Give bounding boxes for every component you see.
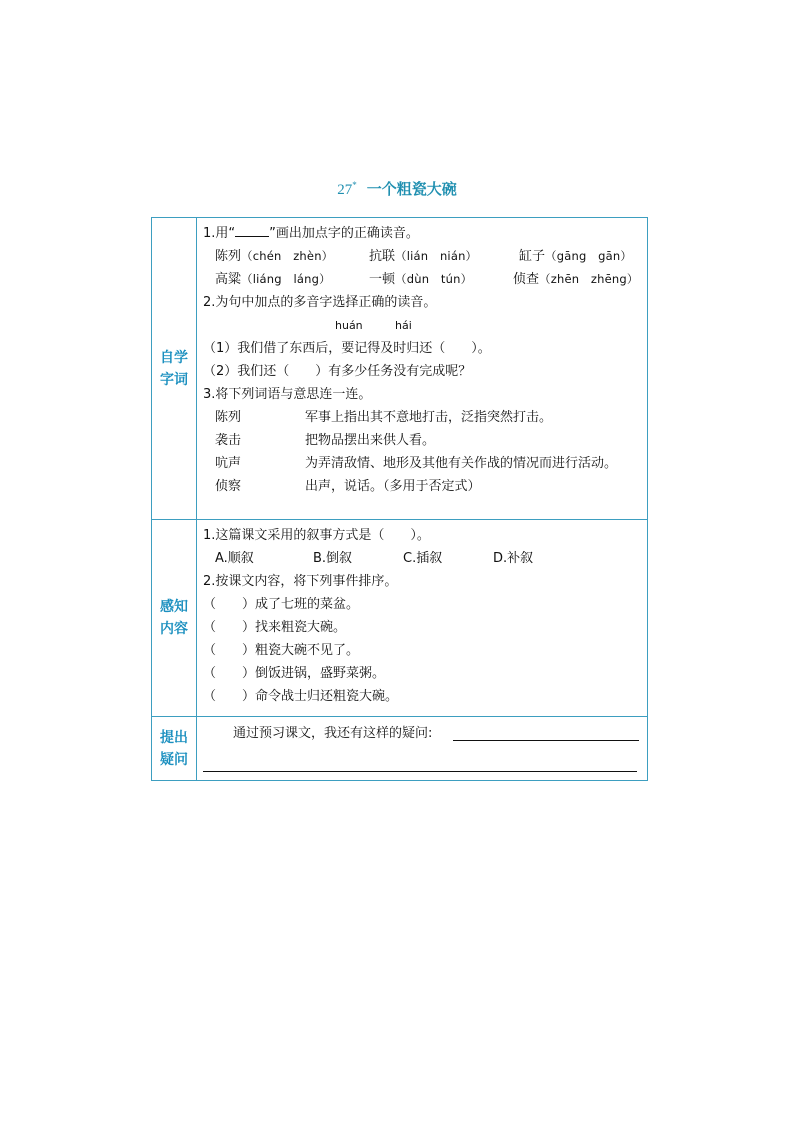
lesson-title: 一个粗瓷大碗 xyxy=(366,180,457,198)
event-item: （ ）找来粗瓷大碗。 xyxy=(203,620,347,635)
answer-line[interactable] xyxy=(203,771,637,772)
question-prompt: 通过预习课文，我还有这样的疑问: xyxy=(233,726,433,741)
worksheet-table xyxy=(151,217,648,781)
q2-item: （2）我们还（ ）有多少任务没有完成呢？ xyxy=(203,364,472,379)
event-item: （ ）命令战士归还粗瓷大碗。 xyxy=(203,689,399,704)
match-row: 陈列 军事上指出其不意地打击，泛指突然打击。 xyxy=(215,410,553,425)
q3-title: 3.将下列词语与意思连一连。 xyxy=(203,387,372,402)
section-label-comprehension: 感知 内容 xyxy=(152,520,197,717)
answer-line[interactable] xyxy=(453,740,639,741)
match-row: 侦察 出声，说话。（多用于否定式） xyxy=(215,479,481,494)
event-item: （ ）粗瓷大碗不见了。 xyxy=(203,643,360,658)
pinyin-row: 高粱（liáng láng） 一顿（dùn tún） 侦查（zhēn zhēng） xyxy=(215,272,639,287)
q2-item: （1）我们借了东西后，要记得及时归还（ ）。 xyxy=(203,341,491,356)
event-item: （ ）倒饭进锅，盛野菜粥。 xyxy=(203,666,386,681)
section-comprehension xyxy=(152,520,648,717)
event-item: （ ）成了七班的菜盆。 xyxy=(203,597,360,612)
q1-title: 1.用“ ”画出加点字的正确读音。 xyxy=(203,226,419,241)
pinyin-row: 陈列（chén zhèn） 抗联（lián nián） 缸子（gāng gān） xyxy=(215,249,633,264)
q2-pinyin-hints: huán hái xyxy=(335,319,412,332)
match-row: 吭声 为弄清敌情、地形及其他有关作战的情况而进行活动。 xyxy=(215,456,618,471)
comp-q2: 2.按课文内容，将下列事件排序。 xyxy=(203,574,398,589)
choice-options: A.顺叙 B.倒叙 C.插叙 D.补叙 xyxy=(215,551,534,566)
match-row: 袭击 把物品摆出来供人看。 xyxy=(215,433,436,448)
q2-title: 2.为句中加点的多音字选择正确的读音。 xyxy=(203,295,437,310)
underline-blank xyxy=(235,224,269,237)
section-label-questions: 提出 疑问 xyxy=(152,717,197,781)
section-label-self-study: 自学 字词 xyxy=(152,218,197,520)
section-self-study xyxy=(152,218,648,520)
lesson-number: 27* xyxy=(337,180,357,198)
comp-q1: 1.这篇课文采用的叙事方式是（ ）。 xyxy=(203,528,430,543)
section-questions xyxy=(152,717,648,781)
page-title xyxy=(0,178,794,199)
